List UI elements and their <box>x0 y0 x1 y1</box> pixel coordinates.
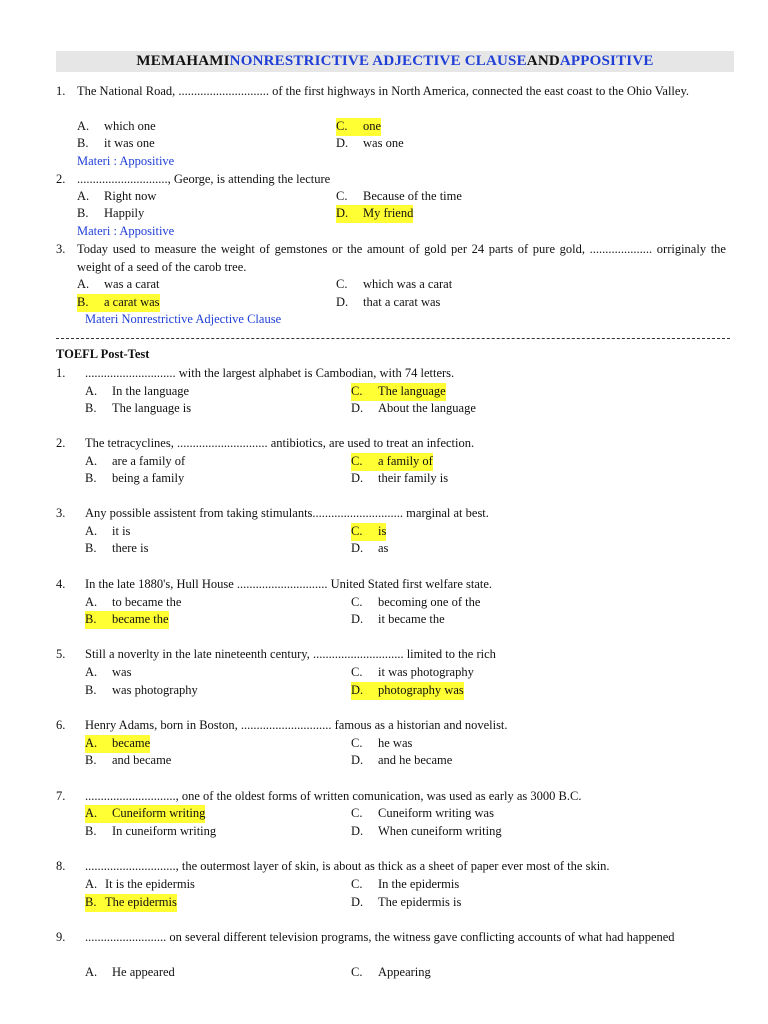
option-letter: C. <box>351 384 363 398</box>
option-text: it is <box>112 524 131 538</box>
option-text: In cuneiform writing <box>112 824 217 838</box>
option-text: and became <box>112 753 172 767</box>
option-a-answer[interactable] <box>85 805 205 823</box>
option-text: In the epidermis <box>378 877 460 891</box>
option-text: which was a carat <box>363 277 453 291</box>
option-b[interactable] <box>85 400 191 418</box>
option-text: Appearing <box>378 965 431 979</box>
option-letter: B. <box>85 612 97 626</box>
option-letter: B. <box>85 824 97 838</box>
option-letter: B. <box>85 401 97 415</box>
option-letter: D. <box>351 401 364 415</box>
question-block <box>56 858 726 876</box>
option-c[interactable] <box>351 805 494 823</box>
option-c-answer[interactable] <box>351 453 433 471</box>
option-text: Because of the time <box>363 189 462 203</box>
option-text: as <box>378 541 389 555</box>
option-text: is <box>378 524 387 538</box>
option-text: was <box>112 665 132 679</box>
question-stem: Henry Adams, born in Boston, ............................. famous as a historian and novelist. <box>85 718 508 732</box>
option-letter: D. <box>351 895 364 909</box>
option-a[interactable] <box>77 188 156 206</box>
option-text: In the language <box>112 384 190 398</box>
option-text: becoming one of the <box>378 595 481 609</box>
option-b[interactable] <box>77 205 144 223</box>
option-c[interactable] <box>351 876 459 894</box>
option-letter: B. <box>85 753 97 767</box>
question-stem: ............................., George, is attending the lecture <box>77 172 331 186</box>
option-letter: C. <box>351 806 363 820</box>
option-text: My friend <box>363 206 414 220</box>
option-d[interactable] <box>336 294 440 312</box>
option-letter: C. <box>336 277 348 291</box>
option-text: Cuneiform writing <box>112 806 206 820</box>
title-part-2: NONRESTRICTIVE ADJECTIVE CLAUSE <box>229 53 527 69</box>
option-b[interactable] <box>77 135 155 153</box>
option-letter: A. <box>85 877 98 891</box>
option-d[interactable] <box>351 400 476 418</box>
option-text: that a carat was <box>363 295 441 309</box>
option-text: The epidermis is <box>378 895 462 909</box>
option-letter: D. <box>336 136 349 150</box>
materi-label: Materi : Appositive <box>77 224 175 238</box>
question-number: 2. <box>56 172 66 186</box>
option-a[interactable] <box>85 523 130 541</box>
option-text: it was one <box>104 136 155 150</box>
option-c[interactable] <box>336 188 462 206</box>
option-letter: C. <box>351 965 363 979</box>
option-text: It is the epidermis <box>105 877 195 891</box>
option-text: was one <box>363 136 404 150</box>
option-text: he was <box>378 736 413 750</box>
option-a[interactable] <box>85 876 195 894</box>
option-c[interactable] <box>351 964 431 982</box>
question-number: 1. <box>56 366 66 380</box>
option-b-answer[interactable] <box>77 294 160 312</box>
option-letter: A. <box>85 736 98 750</box>
question-number: 4. <box>56 577 66 591</box>
materi-label: Materi : Appositive <box>77 154 175 168</box>
option-letter: C. <box>351 524 363 538</box>
option-b[interactable] <box>85 752 171 770</box>
option-a[interactable] <box>77 118 156 136</box>
option-letter: C. <box>351 877 363 891</box>
option-d-answer[interactable] <box>351 682 464 700</box>
option-a-answer[interactable] <box>85 735 150 753</box>
option-letter: A. <box>85 454 98 468</box>
question-stem: ............................. with the largest alphabet is Cambodian, with 74 letters. <box>85 366 455 380</box>
option-text: When cuneiform writing <box>378 824 502 838</box>
question-block <box>56 576 726 594</box>
question-number: 7. <box>56 789 66 803</box>
option-letter: D. <box>351 683 364 697</box>
option-letter: A. <box>77 189 90 203</box>
question-number: 3. <box>56 506 66 520</box>
option-letter: A. <box>77 119 90 133</box>
question-stem: The tetracyclines, ............................. antibiotics, are used to treat an infection. <box>85 436 475 450</box>
option-letter: B. <box>77 136 89 150</box>
question-stem: Still a noverlty in the late nineteenth century, ............................. limited to the rich <box>85 647 496 661</box>
option-d-answer[interactable] <box>336 205 413 223</box>
question-stem: In the late 1880's, Hull House ............................. United Stated first welfare state. <box>85 577 493 591</box>
title-part-4: APPOSITIVE <box>559 53 654 69</box>
option-text: He appeared <box>112 965 175 979</box>
option-a[interactable] <box>85 964 175 982</box>
option-c-answer[interactable] <box>351 523 386 541</box>
option-b[interactable] <box>85 470 184 488</box>
option-text: a carat was <box>104 295 160 309</box>
option-letter: A. <box>85 806 98 820</box>
option-letter: D. <box>351 471 364 485</box>
option-a[interactable] <box>77 276 160 294</box>
question-stem: .......................... on several different television programs, the witness gave conflicting accounts of what had happened <box>85 930 675 944</box>
option-letter: C. <box>336 189 348 203</box>
option-a[interactable] <box>85 664 131 682</box>
question-number: 8. <box>56 859 66 873</box>
option-b-answer[interactable] <box>85 611 169 629</box>
option-text: photography was <box>378 683 464 697</box>
option-letter: C. <box>351 454 363 468</box>
option-text: The language is <box>112 401 192 415</box>
option-d[interactable] <box>336 135 404 153</box>
option-letter: A. <box>77 277 90 291</box>
question-block <box>56 717 726 735</box>
question-number: 1. <box>56 84 66 98</box>
option-d[interactable] <box>351 752 452 770</box>
option-letter: A. <box>85 384 98 398</box>
option-letter: A. <box>85 524 98 538</box>
option-letter: C. <box>336 119 348 133</box>
question-block <box>56 171 726 189</box>
option-c[interactable] <box>351 735 412 753</box>
section-title: TOEFL Post-Test <box>56 347 150 361</box>
option-a[interactable] <box>85 594 181 612</box>
option-letter: C. <box>351 736 363 750</box>
option-text: Right now <box>104 189 157 203</box>
option-text: it became the <box>378 612 445 626</box>
question-stem: The National Road, ............................. of the first highways in North America, connected the east coast to the Ohio Valley. <box>77 84 690 98</box>
option-text: was a carat <box>104 277 160 291</box>
option-c[interactable] <box>351 594 480 612</box>
option-text: their family is <box>378 471 449 485</box>
question-block <box>56 83 726 101</box>
option-a[interactable] <box>85 383 189 401</box>
option-letter: B. <box>77 295 89 309</box>
question-block <box>56 435 726 453</box>
question-stem: Today used to measure the weight of gemstones or the amount of gold per 24 parts of pure gold, .................... orriginaly the weight of a seed of the carob tree. <box>77 242 726 274</box>
question-number: 9. <box>56 930 66 944</box>
title-part-3: AND <box>526 53 560 69</box>
option-d[interactable] <box>351 611 445 629</box>
option-letter: B. <box>77 206 89 220</box>
question-block <box>56 365 726 383</box>
option-c[interactable] <box>336 276 452 294</box>
option-text: being a family <box>112 471 185 485</box>
option-text: The epidermis <box>105 895 177 909</box>
option-text: Happily <box>104 206 145 220</box>
option-b[interactable] <box>85 682 198 700</box>
option-letter: D. <box>336 295 349 309</box>
option-text: which one <box>104 119 156 133</box>
question-block <box>56 505 726 523</box>
question-block <box>56 241 726 276</box>
option-c-answer[interactable] <box>336 118 381 136</box>
option-b[interactable] <box>85 823 216 841</box>
option-text: The language <box>378 384 446 398</box>
option-d[interactable] <box>351 470 448 488</box>
option-text: Cuneiform writing was <box>378 806 494 820</box>
option-d[interactable] <box>351 540 388 558</box>
dashed-divider <box>56 338 730 339</box>
option-text: a family of <box>378 454 433 468</box>
option-text: became the <box>112 612 169 626</box>
option-text: About the language <box>378 401 476 415</box>
option-text: was photography <box>112 683 198 697</box>
question-block <box>56 788 726 806</box>
option-letter: C. <box>351 595 363 609</box>
option-letter: B. <box>85 541 97 555</box>
option-letter: D. <box>351 612 364 626</box>
question-number: 6. <box>56 718 66 732</box>
option-c[interactable] <box>351 664 474 682</box>
option-text: to became the <box>112 595 182 609</box>
option-text: are a family of <box>112 454 186 468</box>
question-stem: Any possible assistent from taking stimulants............................. marginal at best. <box>85 506 489 520</box>
title-part-1: MEMAHAMI <box>136 53 230 69</box>
option-letter: D. <box>351 753 364 767</box>
option-letter: D. <box>351 541 364 555</box>
question-number: 3. <box>56 242 66 256</box>
option-letter: B. <box>85 895 97 909</box>
materi-label: Materi Nonrestrictive Adjective Clause <box>85 312 282 326</box>
option-d[interactable] <box>351 894 461 912</box>
option-text: it was photography <box>378 665 474 679</box>
page-title <box>56 51 734 72</box>
option-letter: D. <box>336 206 349 220</box>
option-c-answer[interactable] <box>351 383 446 401</box>
option-text: one <box>363 119 382 133</box>
option-letter: B. <box>85 683 97 697</box>
question-block <box>56 929 726 947</box>
option-b[interactable] <box>85 540 148 558</box>
option-letter: D. <box>351 824 364 838</box>
option-text: there is <box>112 541 149 555</box>
question-number: 5. <box>56 647 66 661</box>
option-letter: C. <box>351 665 363 679</box>
option-a[interactable] <box>85 453 185 471</box>
option-b-answer[interactable] <box>85 894 177 912</box>
option-letter: B. <box>85 471 97 485</box>
question-stem: ............................., one of the oldest forms of written comunication, was used as early as 3000 B.C. <box>85 789 582 803</box>
option-text: became <box>112 736 151 750</box>
option-text: and he became <box>378 753 453 767</box>
option-letter: A. <box>85 665 98 679</box>
option-letter: A. <box>85 965 98 979</box>
question-number: 2. <box>56 436 66 450</box>
question-stem: ............................., the outermost layer of skin, is about as thick as a sheet of paper ever most of the skin. <box>85 859 610 873</box>
option-d[interactable] <box>351 823 502 841</box>
question-block <box>56 646 726 664</box>
option-letter: A. <box>85 595 98 609</box>
